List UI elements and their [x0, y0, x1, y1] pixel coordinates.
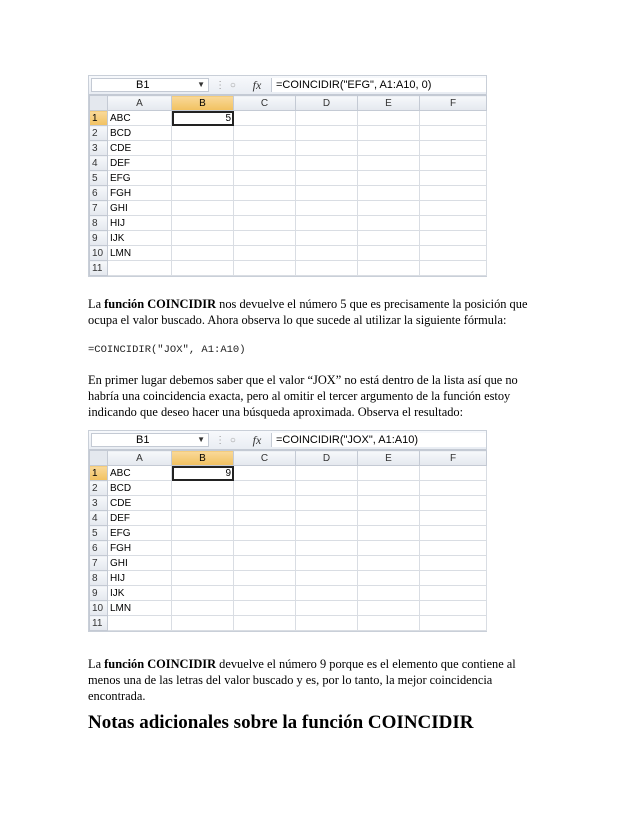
cell[interactable] [420, 156, 487, 171]
column-header[interactable]: B [172, 96, 234, 111]
table-row [90, 261, 487, 276]
cell-grid [89, 450, 487, 631]
cell[interactable] [234, 586, 296, 601]
active-cell-b1[interactable]: 5 [172, 111, 234, 126]
table-row [90, 601, 487, 616]
cell[interactable] [172, 231, 234, 246]
row-header[interactable]: 6 [90, 186, 108, 201]
paragraph-3-bold: función COINCIDIR [104, 657, 217, 671]
table-row [90, 526, 487, 541]
cell[interactable] [358, 201, 420, 216]
cell[interactable] [296, 111, 358, 126]
cell[interactable] [358, 541, 420, 556]
cell[interactable] [296, 171, 358, 186]
paragraph-1-bold: función COINCIDIR [104, 297, 217, 311]
cell[interactable] [420, 481, 487, 496]
cell[interactable] [296, 186, 358, 201]
cell[interactable] [358, 601, 420, 616]
cell[interactable] [358, 466, 420, 481]
table-row [90, 511, 487, 526]
cell[interactable] [234, 541, 296, 556]
row-header[interactable]: 7 [90, 201, 108, 216]
cell[interactable] [358, 526, 420, 541]
cell[interactable] [172, 481, 234, 496]
table-row [90, 586, 487, 601]
cell[interactable] [234, 496, 296, 511]
cell-grid [89, 95, 487, 276]
cell[interactable] [234, 526, 296, 541]
cell[interactable] [234, 156, 296, 171]
cell-reference: B1 [136, 434, 150, 446]
cell[interactable] [358, 556, 420, 571]
cell-a[interactable]: LMN [108, 601, 172, 616]
table-row [90, 186, 487, 201]
cell[interactable] [420, 571, 487, 586]
paragraph-1-post: nos devuelve el número 5 que es precisamente la posición que ocupa el valor buscado. Ahora observa lo que sucede al utilizar la siguiente fórmula: [88, 297, 528, 327]
cell-a[interactable] [108, 616, 172, 631]
select-all-corner[interactable] [90, 451, 108, 466]
cell-a[interactable]: FGH [108, 186, 172, 201]
column-header[interactable]: F [420, 96, 487, 111]
cell[interactable] [420, 186, 487, 201]
cell[interactable] [420, 601, 487, 616]
cell[interactable] [358, 246, 420, 261]
cell-a[interactable]: GHI [108, 556, 172, 571]
row-header[interactable]: 1 [90, 111, 108, 126]
cell[interactable] [296, 481, 358, 496]
row-header[interactable]: 11 [90, 616, 108, 631]
cell[interactable] [234, 201, 296, 216]
cell[interactable] [358, 216, 420, 231]
column-header[interactable]: B [172, 451, 234, 466]
cell[interactable] [172, 201, 234, 216]
table-row [90, 556, 487, 571]
cell[interactable] [296, 616, 358, 631]
column-header[interactable]: A [108, 96, 172, 111]
row-header[interactable]: 4 [90, 511, 108, 526]
cell[interactable] [172, 171, 234, 186]
cell[interactable] [420, 496, 487, 511]
cell[interactable] [234, 231, 296, 246]
paragraph-2: En primer lugar debemos saber que el valor “JOX” no está dentro de la lista así que no habría una coincidencia exacta, pero al omitir el tercer argumento de la función estoy indicando que deseo hacer una búsqueda aproximada. Observa el resultado: [88, 373, 518, 419]
cell[interactable] [296, 601, 358, 616]
cell[interactable] [172, 541, 234, 556]
column-header[interactable]: A [108, 451, 172, 466]
cell[interactable] [234, 556, 296, 571]
cell[interactable] [358, 511, 420, 526]
cell[interactable] [420, 126, 487, 141]
row-header[interactable]: 2 [90, 481, 108, 496]
cell[interactable] [234, 481, 296, 496]
cell[interactable] [172, 126, 234, 141]
cell[interactable] [420, 556, 487, 571]
table-row [90, 466, 487, 481]
cell[interactable] [296, 231, 358, 246]
cell[interactable] [296, 246, 358, 261]
cell[interactable] [358, 586, 420, 601]
cell[interactable] [358, 481, 420, 496]
table-row [90, 541, 487, 556]
cell-a[interactable]: GHI [108, 201, 172, 216]
cell[interactable] [358, 571, 420, 586]
cell-a[interactable]: IJK [108, 586, 172, 601]
table-row [90, 156, 487, 171]
cell-a[interactable]: DEF [108, 156, 172, 171]
cell-a[interactable]: BCD [108, 126, 172, 141]
cell[interactable] [358, 261, 420, 276]
cell-a[interactable]: ABC [108, 111, 172, 126]
cell-a[interactable]: BCD [108, 481, 172, 496]
insert-function-icon[interactable]: fx [252, 432, 262, 447]
cell-a[interactable]: FGH [108, 541, 172, 556]
row-header[interactable]: 5 [90, 526, 108, 541]
cell[interactable] [234, 111, 296, 126]
row-header[interactable]: 2 [90, 126, 108, 141]
cell-a[interactable]: EFG [108, 171, 172, 186]
cell[interactable] [296, 586, 358, 601]
cell[interactable] [296, 511, 358, 526]
cell[interactable] [358, 141, 420, 156]
cell[interactable] [296, 126, 358, 141]
row-header[interactable]: 4 [90, 156, 108, 171]
row-header[interactable]: 5 [90, 171, 108, 186]
cell[interactable] [234, 126, 296, 141]
cell[interactable] [172, 511, 234, 526]
row-header[interactable]: 9 [90, 231, 108, 246]
cell[interactable] [234, 601, 296, 616]
cell[interactable] [420, 586, 487, 601]
table-row [90, 246, 487, 261]
row-header[interactable]: 3 [90, 496, 108, 511]
cell[interactable] [172, 616, 234, 631]
cell[interactable] [420, 466, 487, 481]
row-header[interactable]: 1 [90, 466, 108, 481]
cell[interactable] [358, 111, 420, 126]
cell[interactable] [296, 526, 358, 541]
cell-a[interactable]: IJK [108, 231, 172, 246]
cell[interactable] [296, 466, 358, 481]
column-header[interactable]: C [234, 96, 296, 111]
cell[interactable] [296, 496, 358, 511]
cell[interactable] [172, 586, 234, 601]
cell[interactable] [172, 571, 234, 586]
cell[interactable] [420, 111, 487, 126]
column-header[interactable]: E [358, 451, 420, 466]
table-row [90, 201, 487, 216]
cell[interactable] [358, 126, 420, 141]
cell[interactable] [420, 231, 487, 246]
spreadsheet-screenshot-2 [88, 430, 487, 632]
cell[interactable] [234, 511, 296, 526]
formula-bar [89, 431, 486, 450]
cell[interactable] [234, 616, 296, 631]
table-row [90, 496, 487, 511]
column-header[interactable]: F [420, 451, 487, 466]
cell[interactable] [296, 216, 358, 231]
cell[interactable] [234, 216, 296, 231]
row-header[interactable]: 9 [90, 586, 108, 601]
table-row [90, 141, 487, 156]
cell[interactable] [420, 246, 487, 261]
name-box[interactable] [91, 433, 209, 447]
cell[interactable] [420, 201, 487, 216]
select-all-corner[interactable] [90, 96, 108, 111]
cell[interactable] [172, 141, 234, 156]
row-header[interactable]: 8 [90, 216, 108, 231]
column-header[interactable]: E [358, 96, 420, 111]
cell[interactable] [234, 466, 296, 481]
cell[interactable] [358, 156, 420, 171]
chevron-down-icon[interactable]: ▼ [197, 435, 205, 444]
table-row [90, 216, 487, 231]
cell[interactable] [420, 171, 487, 186]
cell[interactable] [420, 616, 487, 631]
cell-a[interactable]: LMN [108, 246, 172, 261]
cell[interactable] [234, 171, 296, 186]
cell[interactable] [234, 246, 296, 261]
column-header[interactable]: D [296, 96, 358, 111]
cell[interactable] [172, 156, 234, 171]
chevron-down-icon[interactable]: ▼ [197, 80, 205, 89]
row-header[interactable]: 6 [90, 541, 108, 556]
cell[interactable] [296, 571, 358, 586]
cell[interactable] [420, 526, 487, 541]
section-heading: Notas adicionales sobre la función COINCIDIR [88, 712, 474, 733]
name-box[interactable] [91, 78, 209, 92]
cell[interactable] [358, 171, 420, 186]
formula-bar-separator-icon: ⋮ ○ [215, 434, 237, 446]
cell[interactable] [296, 261, 358, 276]
cell[interactable] [172, 556, 234, 571]
cell-a[interactable]: CDE [108, 141, 172, 156]
cell[interactable] [296, 541, 358, 556]
cell-a[interactable]: DEF [108, 511, 172, 526]
cell[interactable] [172, 601, 234, 616]
row-header[interactable]: 10 [90, 601, 108, 616]
formula-input[interactable]: =COINCIDIR("JOX", A1:A10) [271, 433, 486, 447]
cell[interactable] [172, 246, 234, 261]
paragraph-3-pre: La [88, 657, 105, 671]
cell[interactable] [234, 141, 296, 156]
formula-code-line: =COINCIDIR("JOX", A1:A10) [88, 344, 246, 356]
table-row [90, 481, 487, 496]
cell[interactable] [172, 261, 234, 276]
cell-a[interactable]: ABC [108, 466, 172, 481]
table-row [90, 171, 487, 186]
column-header[interactable]: D [296, 451, 358, 466]
insert-function-icon[interactable]: fx [252, 77, 262, 92]
active-cell-b1[interactable]: 9 [172, 466, 234, 481]
cell[interactable] [420, 261, 487, 276]
cell[interactable] [358, 186, 420, 201]
row-header[interactable]: 10 [90, 246, 108, 261]
formula-input[interactable]: =COINCIDIR("EFG", A1:A10, 0) [271, 78, 486, 92]
table-row [90, 571, 487, 586]
table-row [90, 126, 487, 141]
cell[interactable] [234, 571, 296, 586]
paragraph-1 [88, 296, 548, 328]
cell[interactable] [358, 616, 420, 631]
row-header[interactable]: 7 [90, 556, 108, 571]
cell[interactable] [172, 496, 234, 511]
cell[interactable] [296, 201, 358, 216]
cell[interactable] [296, 141, 358, 156]
cell[interactable] [296, 556, 358, 571]
cell[interactable] [420, 541, 487, 556]
cell[interactable] [420, 141, 487, 156]
row-header[interactable]: 11 [90, 261, 108, 276]
table-row [90, 616, 487, 631]
row-header[interactable]: 8 [90, 571, 108, 586]
formula-bar-separator-icon: ⋮ ○ [215, 79, 237, 91]
cell[interactable] [234, 186, 296, 201]
spreadsheet-screenshot-1 [88, 75, 487, 277]
cell-a[interactable]: HIJ [108, 216, 172, 231]
table-row [90, 111, 487, 126]
cell-a[interactable]: EFG [108, 526, 172, 541]
formula-bar [89, 76, 486, 95]
cell[interactable] [172, 216, 234, 231]
cell[interactable] [172, 186, 234, 201]
cell[interactable] [234, 261, 296, 276]
cell-a[interactable] [108, 261, 172, 276]
cell[interactable] [296, 156, 358, 171]
cell-a[interactable]: CDE [108, 496, 172, 511]
cell-a[interactable]: HIJ [108, 571, 172, 586]
cell[interactable] [420, 216, 487, 231]
cell[interactable] [358, 496, 420, 511]
cell[interactable] [420, 511, 487, 526]
table-row [90, 231, 487, 246]
paragraph-1-pre: La [88, 297, 105, 311]
row-header[interactable]: 3 [90, 141, 108, 156]
cell[interactable] [172, 526, 234, 541]
paragraph-3 [88, 656, 548, 704]
cell[interactable] [358, 231, 420, 246]
column-header[interactable]: C [234, 451, 296, 466]
paragraph-3-post: devuelve el número 9 porque es el elemento que contiene al menos una de las letras del valor buscado y es, por lo tanto, la mejor coincidencia encontrada. [88, 657, 516, 703]
cell-reference: B1 [136, 79, 150, 91]
